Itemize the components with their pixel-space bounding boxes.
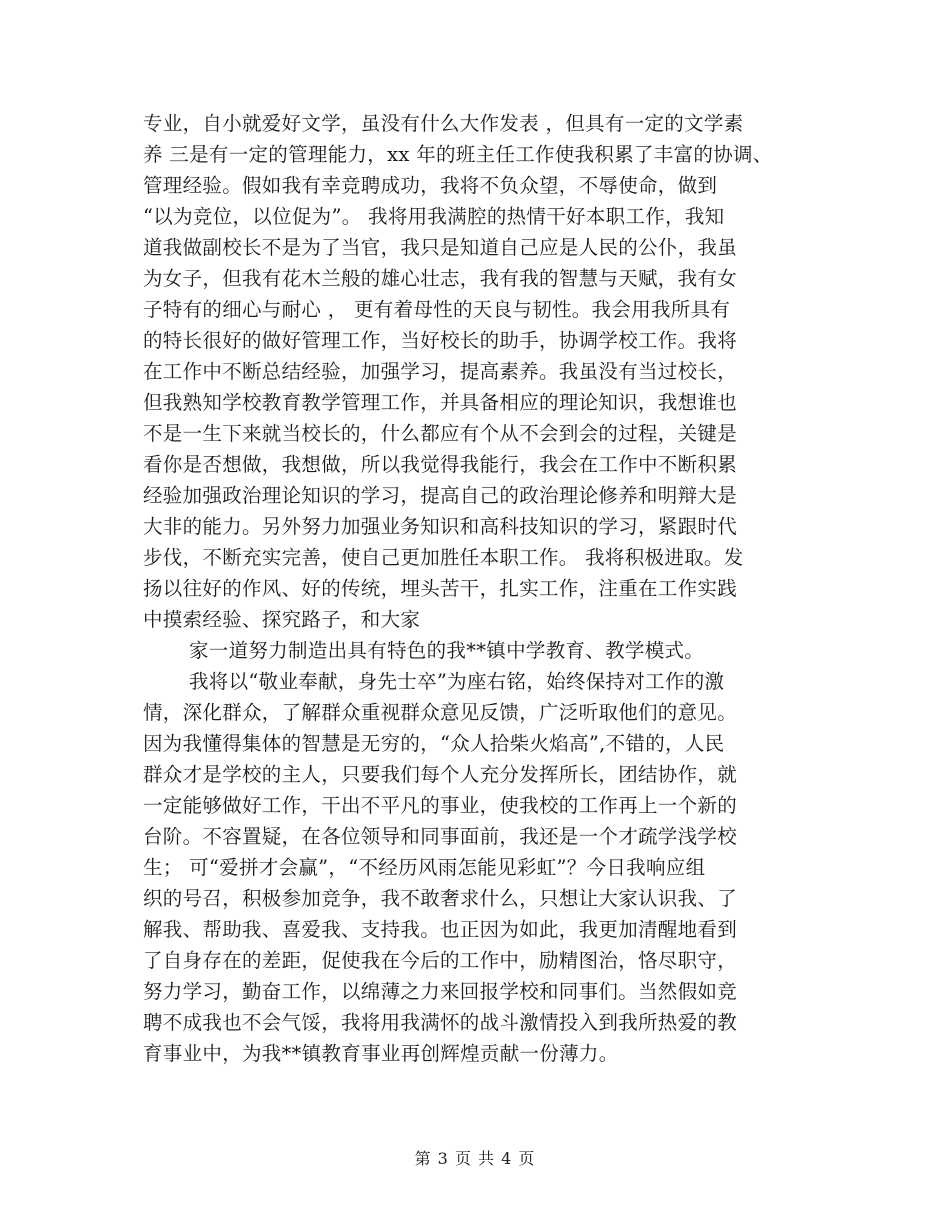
- text-line: 一定能够做好工作，干出不平凡的事业，使我校的工作再上一个新的: [143, 794, 738, 817]
- text-line: 扬以往好的作风、好的传统，埋头苦干，扎实工作，注重在工作实践: [143, 577, 738, 600]
- text-line: 经验加强政治理论知识的学习，提高自己的政治理论修养和明辩大是: [143, 484, 738, 507]
- paragraph-3: [143, 666, 823, 1069]
- text-line: 管理经验。假如我有幸竞聘成功，我将不负众望，不辱使命，做到: [143, 174, 718, 197]
- text-line: 中摸索经验、探究路子，和大家: [143, 608, 421, 631]
- text-line: 养 三是有一定的管理能力，xx 年的班主任工作使我积累了丰富的协调、: [143, 143, 773, 166]
- document-body: [143, 108, 823, 1069]
- text-line: 专业，自小就爱好文学，虽没有什么大作发表 ，但具有一定的文学素: [143, 112, 744, 135]
- page-number-footer: 第 3 页 共 4 页: [414, 1149, 536, 1168]
- text-line: 步伐，不断充实完善，使自己更加胜任本职工作。 我将积极进取。发: [143, 546, 744, 569]
- text-line: 聘不成我也不会气馁，我将用我满怀的战斗激情投入到我所热爱的教: [143, 1011, 738, 1034]
- text-line: 不是一生下来就当校长的，什么都应有个从不会到会的过程，关键是: [143, 422, 738, 445]
- text-line: 群众才是学校的主人，只要我们每个人充分发挥所长，团结协作，就: [143, 763, 738, 786]
- text-line: 织的号召，积极参加竞争，我不敢奢求什么，只想让大家认识我、了: [143, 887, 738, 910]
- text-line: 家一道努力制造出具有特色的我**镇中学教育、教学模式。: [189, 639, 705, 662]
- text-line: 努力学习，勤奋工作，以绵薄之力来回报学校和同事们。当然假如竞: [143, 980, 738, 1003]
- text-line: 子特有的细心与耐心 ， 更有着母性的天良与韧性。我会用我所具有: [143, 298, 731, 321]
- text-line: 道我做副校长不是为了当官，我只是知道自己应是人民的公仆，我虽: [143, 236, 738, 259]
- text-line: 台阶。不容置疑，在各位领导和同事面前，我还是一个才疏学浅学校: [143, 825, 738, 848]
- paragraph-1: [143, 108, 823, 635]
- text-line: 生； 可“爱拼才会赢”，“不经历风雨怎能见彩虹”？今日我响应组: [143, 856, 706, 879]
- text-line: 为女子，但我有花木兰般的雄心壮志，我有我的智慧与天赋，我有女: [143, 267, 738, 290]
- text-line: 大非的能力。另外努力加强业务知识和高科技知识的学习，紧跟时代: [143, 515, 738, 538]
- text-line: 的特长很好的做好管理工作，当好校长的助手，协调学校工作。我将: [143, 329, 738, 352]
- text-line: 但我熟知学校教育教学管理工作，并具备相应的理论知识，我想谁也: [143, 391, 738, 414]
- text-line: 看你是否想做，我想做，所以我觉得我能行，我会在工作中不断积累: [143, 453, 738, 476]
- text-line: 因为我懂得集体的智慧是无穷的，“众人拾柴火焰高”,不错的，人民: [143, 732, 725, 755]
- text-line: 解我、帮助我、喜爱我、支持我。也正因为如此，我更加清醒地看到: [143, 918, 738, 941]
- text-line: 了自身存在的差距，促使我在今后的工作中，励精图治，恪尽职守，: [143, 949, 738, 972]
- text-line: 情，深化群众，了解群众重视群众意见反馈，广泛听取他们的意见。: [143, 701, 738, 724]
- text-line: “以为竞位，以位促为”。 我将用我满腔的热情干好本职工作，我知: [143, 205, 725, 228]
- paragraph-2: [143, 635, 823, 666]
- text-line: 我将以“敬业奉献，身先士卒”为座右铭，始终保持对工作的激: [189, 670, 725, 693]
- text-line: 在工作中不断总结经验，加强学习，提高素养。我虽没有当过校长，: [143, 360, 738, 383]
- text-line: 育事业中，为我**镇教育事业再创辉煌贡献一份薄力。: [143, 1042, 619, 1065]
